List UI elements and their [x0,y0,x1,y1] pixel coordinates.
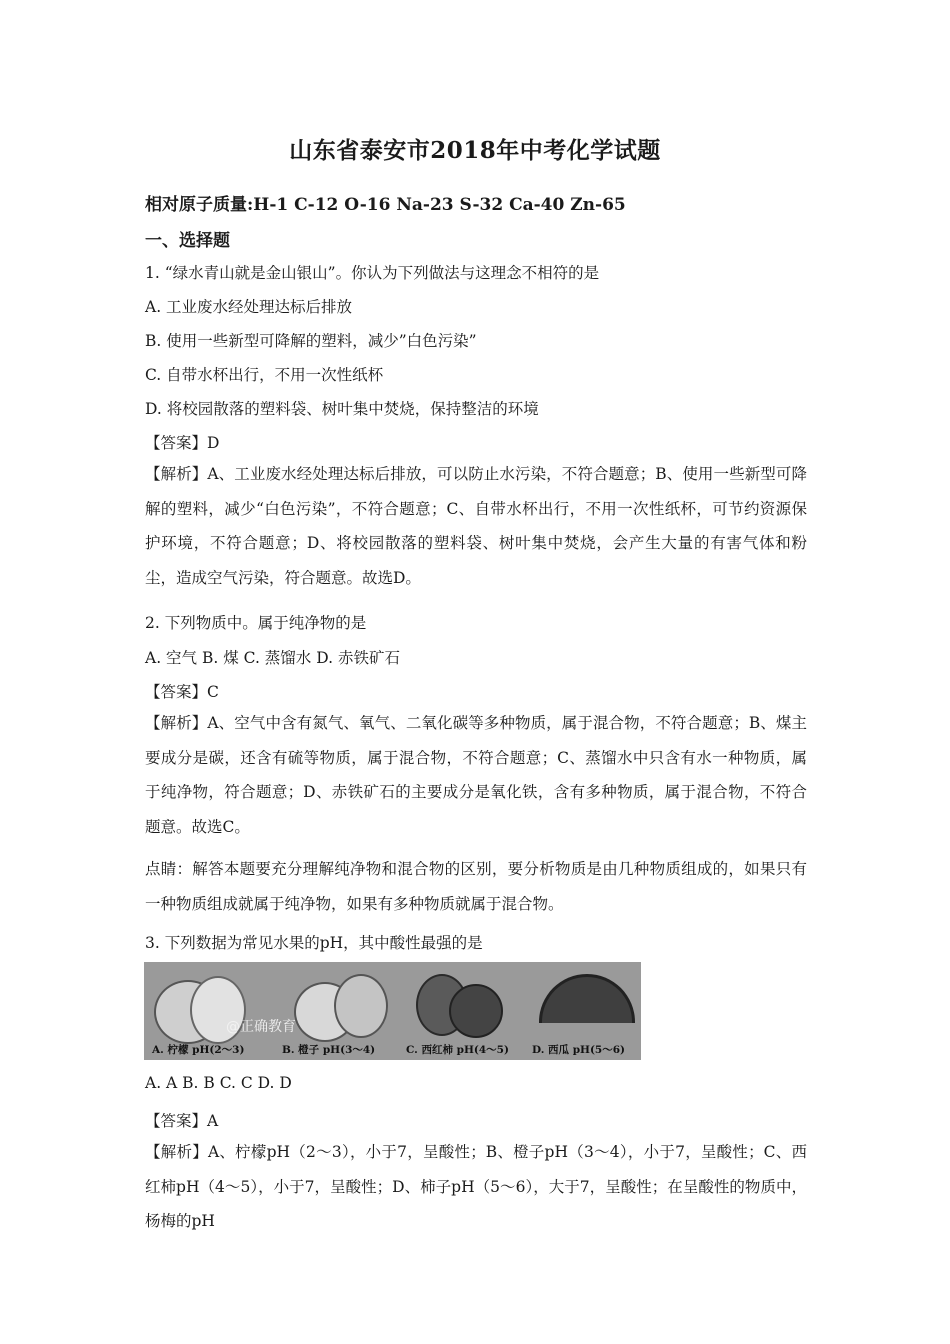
q1-option-a: A. 工业废水经处理达标后排放 [145,298,353,316]
q2-answer: 【答案】C [145,683,219,701]
caption-tomato: C. 西红柿 pH(4～5) [406,1044,509,1056]
caption-lemon: A. 柠檬 pH(2～3) [152,1044,245,1056]
section-heading: 一、选择题 [145,231,230,251]
watermark: @正确教育 [226,1019,296,1035]
q3-options: A. A B. B C. C D. D [145,1074,292,1092]
fruit-ph-figure [144,962,641,1060]
q1-option-b: B. 使用一些新型可降解的塑料，减少”白色污染” [145,332,477,350]
q1-option-c: C. 自带水杯出行，不用一次性纸杯 [145,366,384,384]
q3-stem: 3. 下列数据为常见水果的pH，其中酸性最强的是 [145,934,483,952]
q3-analysis: 【解析】A、柠檬pH（2～3），小于7，呈酸性；B、橙子pH（3～4），小于7，呈酸性；C、西红柿pH（4～5），小于7，呈酸性；D、柿子pH（5～6），大于7，呈酸性；在呈酸性的物质中，杨梅的pH [145,1143,807,1230]
watermelon-image [539,974,635,1023]
tomato-image-2 [449,984,503,1038]
q3-answer: 【答案】A [145,1112,219,1130]
caption-orange: B. 橙子 pH(3～4) [282,1044,376,1056]
q1-option-d: D. 将校园散落的塑料袋、树叶集中焚烧，保持整洁的环境 [145,400,539,418]
q1-answer: 【答案】D [145,434,220,452]
q2-stem: 2. 下列物质中。属于纯净物的是 [145,614,367,632]
q2-analysis: 【解析】A、空气中含有氮气、氧气、二氧化碳等多种物质，属于混合物，不符合题意；B、煤主要成分是碳，还含有硫等物质，属于混合物，不符合题意；C、蒸馏水中只含有水一种物质，属于纯净物，符合题意；D、赤铁矿石的主要成分是氧化铁，含有多种物质，属于混合物，不符合题意。故选C。 [145,714,807,836]
q2-tip: 点睛：解答本题要充分理解纯净物和混合物的区别，要分析物质是由几种物质组成的，如果只有一种物质组成就属于纯净物，如果有多种物质就属于混合物。 [145,860,807,913]
page-title: 山东省泰安市2018年中考化学试题 [289,137,661,164]
q1-analysis: 【解析】A、工业废水经处理达标后排放，可以防止水污染，不符合题意；B、使用一些新型可降解的塑料，减少“白色污染”，不符合题意；C、自带水杯出行，不用一次性纸杯，可节约资源保护环境，不符合题意；D、将校园散落的塑料袋、树叶集中焚烧，会产生大量的有害气体和粉尘，造成空气污染，符合题意。故选D。 [145,465,807,587]
orange-slice-image [334,974,388,1038]
q2-options: A. 空气 B. 煤 C. 蒸馏水 D. 赤铁矿石 [145,649,400,667]
caption-watermelon: D. 西瓜 pH(5～6) [532,1044,626,1056]
q1-stem: 1. “绿水青山就是金山银山”。你认为下列做法与这理念不相符的是 [145,264,600,282]
atomic-mass-line: 相对原子质量:H-1 C-12 O-16 Na-23 S-32 Ca-40 Zn-65 [145,195,626,215]
